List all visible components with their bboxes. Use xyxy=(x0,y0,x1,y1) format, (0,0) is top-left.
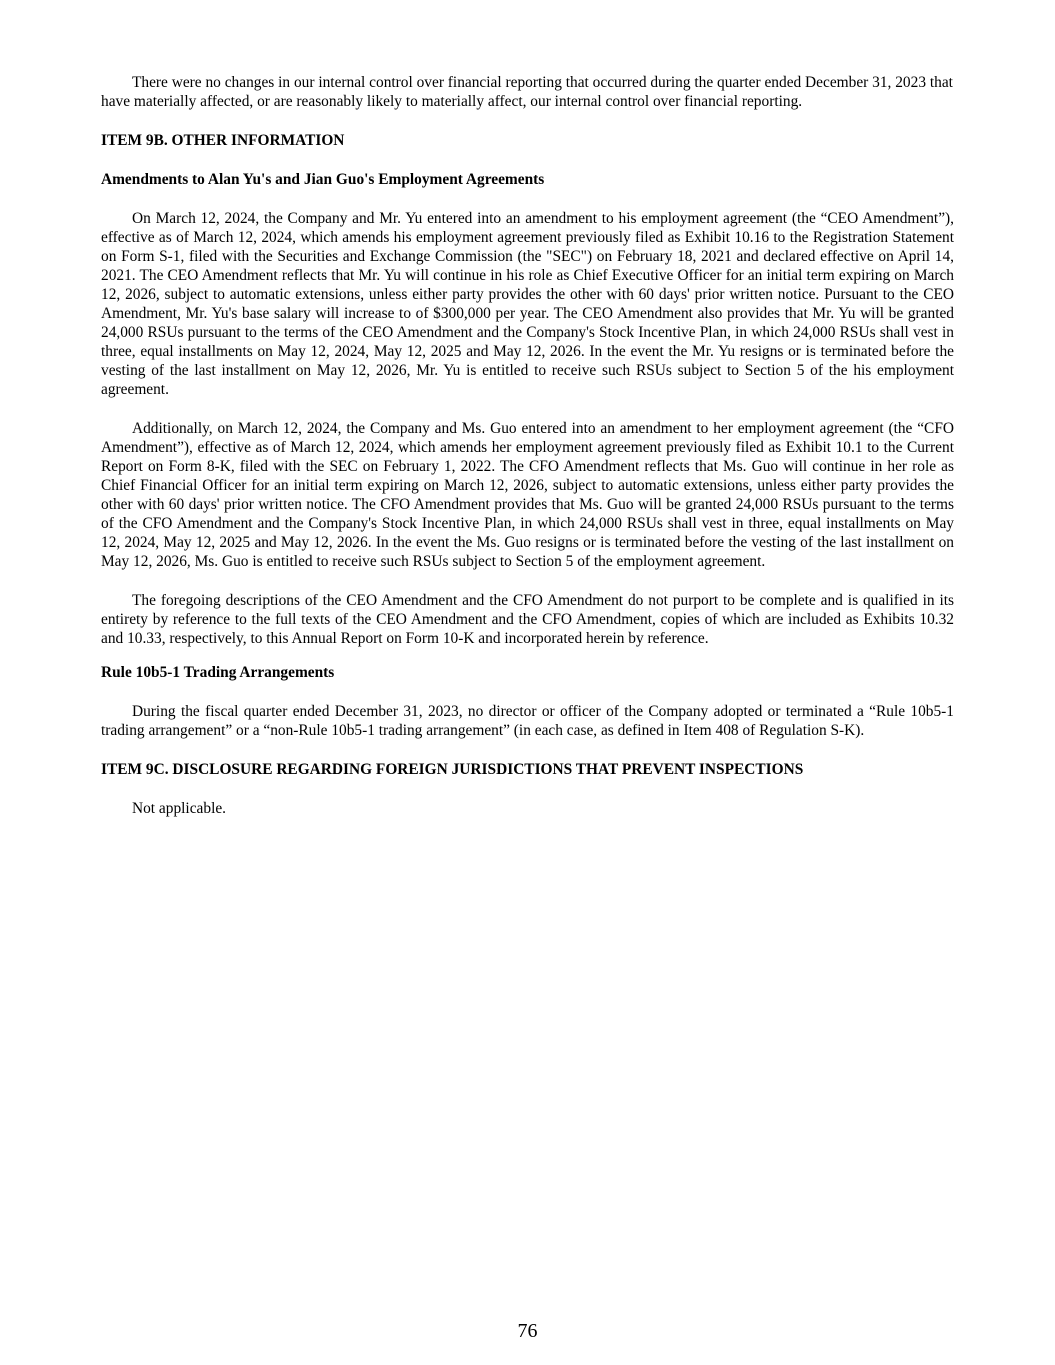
item-9c-heading: ITEM 9C. DISCLOSURE REGARDING FOREIGN JURISDICTIONS THAT PREVENT INSPECTIONS xyxy=(101,761,804,778)
amendments-subheading: Amendments to Alan Yu's and Jian Guo's Employment Agreements xyxy=(101,171,545,188)
document-page xyxy=(101,73,954,818)
rule-10b5-1-paragraph: During the fiscal quarter ended December 31, 2023, no director or officer of the Company adopted or terminated a “Rule 10b5-1 trading arrangement” or a “non-Rule 10b5-1 trading arrangement” (in each case, as defined in Item 408 of Regulation S-K). xyxy=(101,703,954,739)
intro-paragraph: There were no changes in our internal control over financial reporting that occurred during the quarter ended December 31, 2023 that have materially affected, or are reasonably likely to materially affect, our internal control over financial reporting. xyxy=(101,74,953,110)
not-applicable-paragraph: Not applicable. xyxy=(132,800,227,817)
cfo-amendment-paragraph: Additionally, on March 12, 2024, the Company and Ms. Guo entered into an amendment to her employment agreement (the “CFO Amendment”), effective as of March 12, 2024, which amends her employment agreement previously filed as Exhibit 10.1 to the Current Report on Form 8-K, filed with the SEC on February 1, 2022. The CFO Amendment reflects that Ms. Guo will continue in her role as Chief Financial Officer for an initial term expiring on March 12, 2026, subject to automatic extensions, unless either party provides the other with 60 days' prior written notice. The CFO Amendment provides that Ms. Guo will be granted 24,000 RSUs pursuant to the terms of the CFO Amendment and the Company's Stock Incentive Plan, in which 24,000 RSUs shall vest in three, equal installments on May 12, 2024, May 12, 2025 and May 12, 2026. In the event the Ms. Guo resigns or is terminated before the vesting of the last installment on May 12, 2026, Ms. Guo is entitled to receive such RSUs subject to Section 5 of the employment agreement. xyxy=(101,420,954,570)
item-9b-heading: ITEM 9B. OTHER INFORMATION xyxy=(101,132,345,149)
rule-10b5-1-subheading: Rule 10b5-1 Trading Arrangements xyxy=(101,664,335,681)
page-number: 76 xyxy=(517,1320,538,1342)
foregoing-descriptions-paragraph: The foregoing descriptions of the CEO Amendment and the CFO Amendment do not purport to be complete and is qualified in its entirety by reference to the full texts of the CEO Amendment and the CFO Amendment, copies of which are included as Exhibits 10.32 and 10.33, respectively, to this Annual Report on Form 10-K and incorporated herein by reference. xyxy=(101,592,954,647)
ceo-amendment-paragraph: On March 12, 2024, the Company and Mr. Yu entered into an amendment to his employment agreement (the “CEO Amendment”), effective as of March 12, 2024, which amends his employment agreement previously filed as Exhibit 10.16 to the Registration Statement on Form S-1, filed with the Securities and Exchange Commission (the "SEC") on February 18, 2021 and declared effective on April 14, 2021. The CEO Amendment reflects that Mr. Yu will continue in his role as Chief Executive Officer for an initial term expiring on March 12, 2026, subject to automatic extensions, unless either party provides the other with 60 days' prior written notice. Pursuant to the CEO Amendment, Mr. Yu's base salary will increase to of $300,000 per year. The CEO Amendment also provides that Mr. Yu will be granted 24,000 RSUs pursuant to the terms of the CEO Amendment and the Company's Stock Incentive Plan, in which 24,000 RSUs shall vest in three, equal installments on May 12, 2024, May 12, 2025 and May 12, 2026. In the event the Mr. Yu resigns or is terminated before the vesting of the last installment on May 12, 2026, Mr. Yu is entitled to receive such RSUs subject to Section 5 of the his employment agreement. xyxy=(101,210,954,398)
